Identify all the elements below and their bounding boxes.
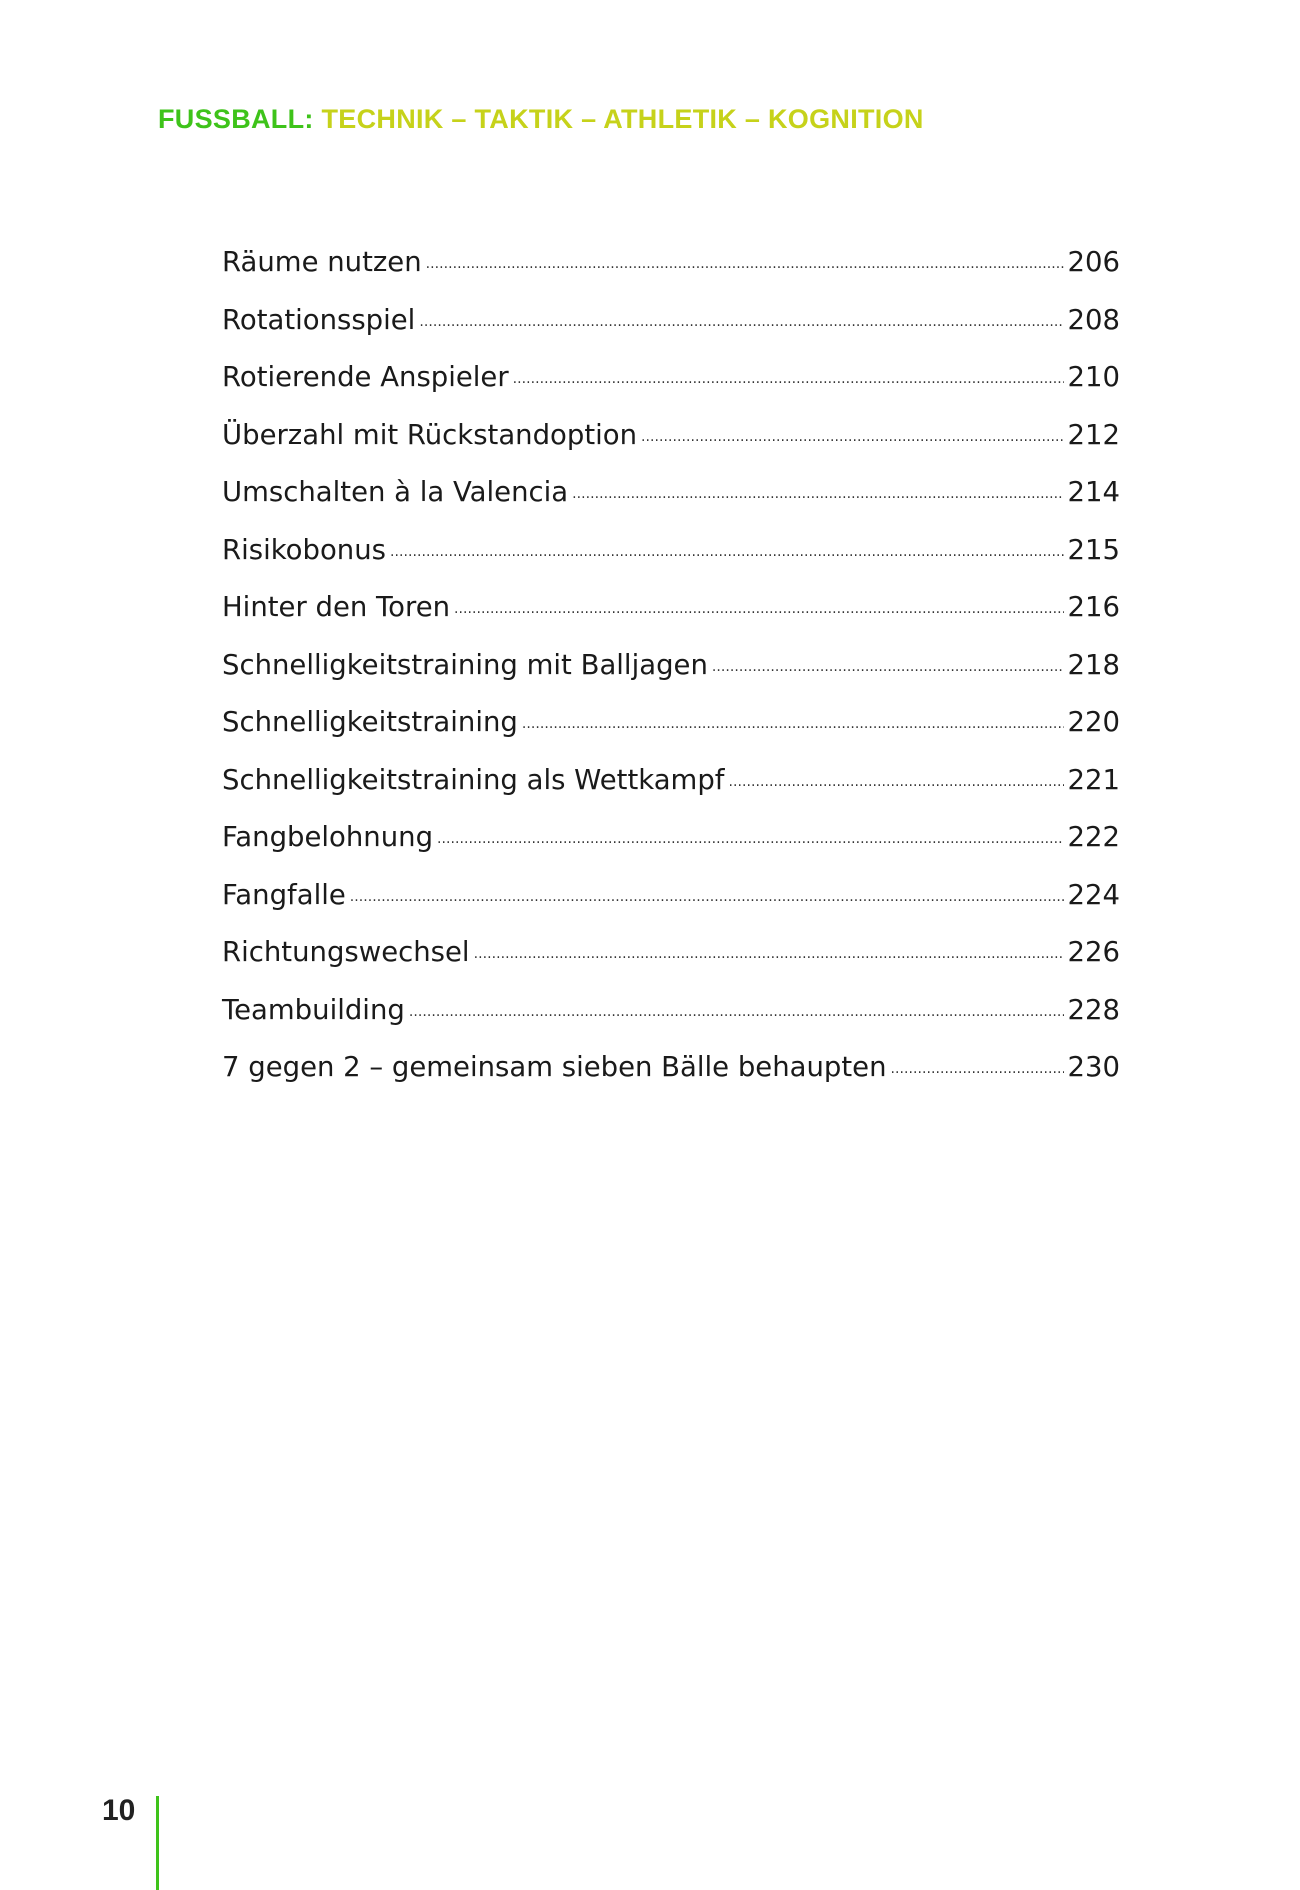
running-head-subtitle: TECHNIK – TAKTIK – ATHLETIK – KOGNITION — [321, 104, 924, 134]
toc-entry-page: 206 — [1067, 246, 1120, 278]
toc-entry-page: 230 — [1067, 1051, 1120, 1083]
toc-entry-page: 214 — [1067, 476, 1120, 508]
toc-entry[interactable] — [222, 1039, 1120, 1097]
toc-entry[interactable] — [222, 752, 1120, 810]
toc-entry-title: Risikobonus — [222, 533, 386, 566]
running-head-book-label: FUSSBALL: — [158, 104, 314, 134]
page-number-rule — [156, 1796, 159, 1890]
toc-entry-title: 7 gegen 2 – gemeinsam sieben Bälle behaupten — [222, 1051, 887, 1083]
toc-dot-leader — [572, 474, 1063, 502]
toc-entry[interactable] — [222, 292, 1120, 350]
toc-entry-page: 215 — [1067, 533, 1120, 566]
toc-entry-page: 226 — [1067, 936, 1120, 968]
toc-entry-title: Räume nutzen — [222, 246, 422, 278]
toc-dot-leader — [513, 359, 1064, 387]
toc-entry-page: 210 — [1067, 361, 1120, 393]
toc-dot-leader — [891, 1049, 1064, 1077]
toc-entry-title: Schnelligkeitstraining — [222, 706, 518, 738]
toc-dot-leader — [419, 301, 1063, 329]
table-of-contents — [222, 234, 1120, 1097]
toc-dot-leader — [426, 244, 1064, 272]
toc-entry-page: 220 — [1067, 706, 1120, 738]
toc-dot-leader — [641, 416, 1063, 444]
toc-dot-leader — [454, 589, 1063, 617]
toc-entry-page: 208 — [1067, 303, 1120, 336]
toc-entry-title: Rotationsspiel — [222, 303, 416, 336]
toc-dot-leader — [350, 876, 1064, 904]
toc-entry-title: Überzahl mit Rückstandoption — [222, 418, 638, 451]
toc-entry-title: Teambuilding — [222, 993, 405, 1026]
toc-dot-leader — [474, 934, 1064, 962]
toc-dot-leader — [712, 646, 1064, 674]
running-head — [158, 106, 924, 133]
toc-entry[interactable] — [222, 809, 1120, 867]
toc-entry-title: Umschalten à la Valencia — [222, 476, 569, 508]
toc-entry[interactable] — [222, 579, 1120, 637]
toc-entry[interactable] — [222, 637, 1120, 695]
toc-entry-page: 212 — [1067, 418, 1120, 451]
toc-entry-title: Fangfalle — [222, 878, 346, 911]
toc-entry-page: 221 — [1067, 763, 1120, 796]
toc-entry-title: Schnelligkeitstraining mit Balljagen — [222, 648, 708, 681]
toc-entry[interactable] — [222, 464, 1120, 522]
toc-dot-leader — [390, 531, 1064, 559]
toc-entry-title: Rotierende Anspieler — [222, 361, 509, 393]
toc-entry[interactable] — [222, 407, 1120, 465]
toc-entry[interactable] — [222, 234, 1120, 292]
toc-entry[interactable] — [222, 694, 1120, 752]
toc-entry[interactable] — [222, 522, 1120, 580]
toc-entry[interactable] — [222, 982, 1120, 1040]
toc-entry-page: 228 — [1067, 993, 1120, 1026]
toc-dot-leader — [522, 704, 1064, 732]
page-number: 10 — [102, 1794, 136, 1827]
toc-entry[interactable] — [222, 349, 1120, 407]
toc-dot-leader — [728, 761, 1063, 789]
toc-entry-page: 218 — [1067, 648, 1120, 681]
toc-entry[interactable] — [222, 924, 1120, 982]
toc-entry-title: Schnelligkeitstraining als Wettkampf — [222, 763, 725, 796]
toc-dot-leader — [409, 991, 1064, 1019]
toc-entry-page: 216 — [1067, 591, 1120, 623]
toc-dot-leader — [437, 819, 1063, 847]
toc-entry-title: Hinter den Toren — [222, 591, 451, 623]
toc-entry[interactable] — [222, 867, 1120, 925]
toc-entry-page: 222 — [1067, 821, 1120, 853]
toc-entry-page: 224 — [1067, 878, 1120, 911]
toc-entry-title: Fangbelohnung — [222, 821, 434, 853]
toc-entry-title: Richtungswechsel — [222, 936, 470, 968]
